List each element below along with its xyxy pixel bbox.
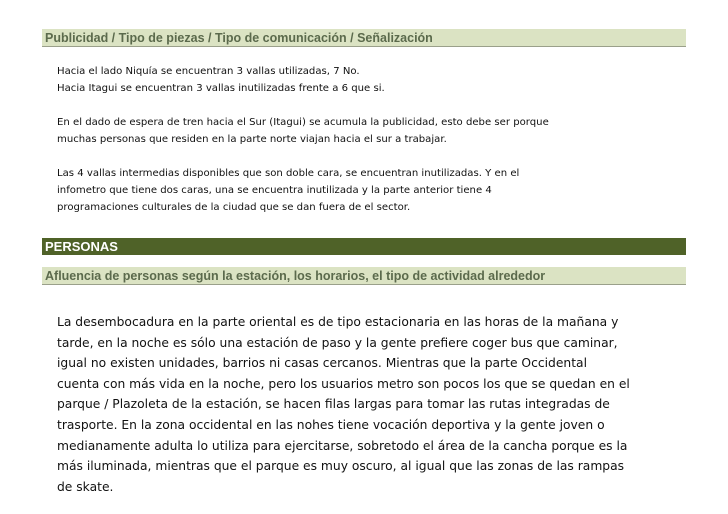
text-line: parque / Plazoleta de la estación, se hacen filas largas para tomar las rutas integradas de	[57, 397, 610, 412]
paragraph-vallas-intermedias	[57, 165, 519, 216]
paragraph-publicidad-sur	[57, 114, 549, 148]
text-line: de skate.	[57, 479, 114, 494]
text-line: En el dado de espera de tren hacia el Sur (Itagui) se acumula la publicidad, esto debe ser porque	[57, 117, 549, 128]
text-line: igual no existen unidades, barrios ni casas cercanos. Mientras que la parte Occidental	[57, 356, 587, 371]
text-line: más iluminada, mientras que el parque es muy oscuro, al igual que las zonas de las rampas	[57, 459, 625, 474]
text-line: La desembocadura en la parte oriental es de tipo estacionaria en las horas de la mañana y	[57, 315, 619, 329]
section-header-publicidad: Publicidad / Tipo de piezas / Tipo de comunicación / Señalización	[42, 29, 686, 47]
text-line: infometro que tiene dos caras, una se encuentra inutilizada y la parte anterior tiene 4	[57, 185, 492, 196]
text-line: muchas personas que residen en la parte norte viajan hacia el sur a trabajar.	[57, 134, 447, 145]
text-line: Hacia el lado Niquía se encuentran 3 vallas utilizadas, 7 No.	[57, 66, 360, 77]
text-line: tarde, en la noche es sólo una estación de paso y la gente prefiere coger bus que caminar,	[57, 335, 618, 350]
text-line: Las 4 vallas intermedias disponibles que son doble cara, se encuentran inutilizadas. Y en el	[57, 168, 520, 179]
section-title-personas: PERSONAS	[42, 238, 686, 255]
section-header-afluencia: Afluencia de personas según la estación, los horarios, el tipo de actividad alrededor	[42, 267, 686, 285]
paragraph-afluencia	[57, 312, 630, 497]
text-line: programaciones culturales de la ciudad que se dan fuera de el sector.	[57, 202, 411, 213]
text-line: trasporte. En la zona occidental en las nohes tiene vocación deportiva y la gente joven o	[57, 417, 605, 432]
text-line: medianamente adulta lo utiliza para ejercitarse, sobretodo el área de la cancha porque es la	[57, 438, 628, 453]
paragraph-vallas	[57, 63, 385, 97]
text-line: cuenta con más vida en la noche, pero los usuarios metro son pocos los que se quedan en el	[57, 376, 630, 391]
text-line: Hacia Itagui se encuentran 3 vallas inutilizadas frente a 6 que si.	[57, 83, 385, 94]
